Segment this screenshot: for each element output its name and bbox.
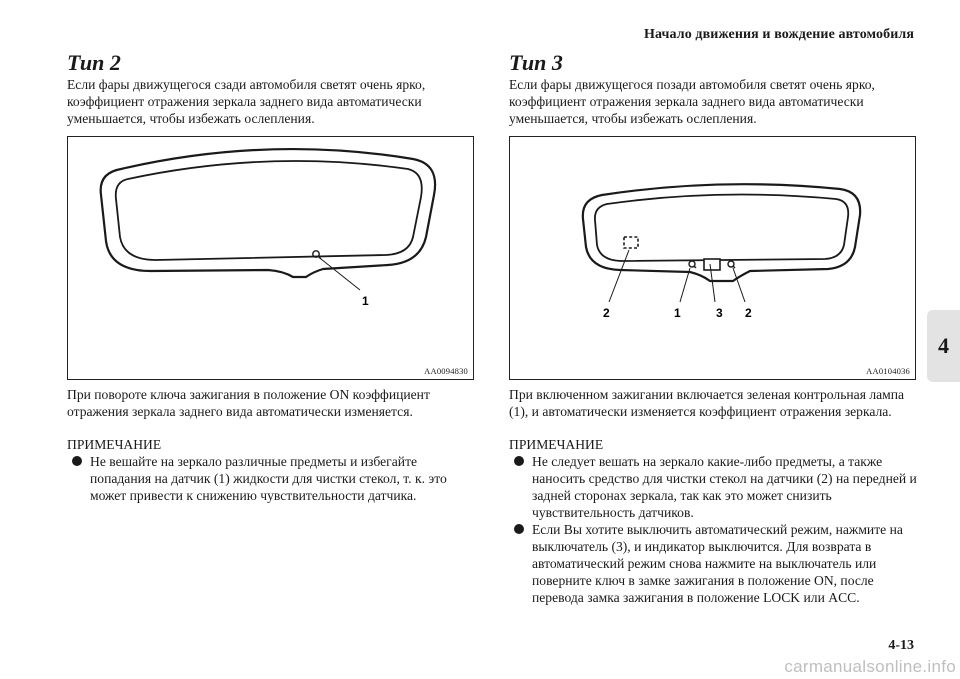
type2-intro: Если фары движущегося сзади автомобиля светят очень ярко, коэффициент отражения зеркала заднего вида автоматически уменьшается, чтобы избежать ослепления. bbox=[67, 77, 426, 126]
note-item bbox=[509, 521, 921, 606]
page-number: 4-13 bbox=[888, 638, 914, 653]
type2-ignition-text: При повороте ключа зажигания в положение ON коэффициент отражения зеркала заднего вида автоматически изменяется. bbox=[67, 387, 430, 419]
section-title-type2: Тип 2 bbox=[67, 50, 121, 75]
note-list bbox=[509, 453, 921, 606]
note-list bbox=[67, 453, 479, 504]
type3-intro: Если фары движущегося позади автомобиля светят очень ярко, коэффициент отражения зеркала заднего вида автоматически уменьшается, чтобы избежать ослепления. bbox=[509, 77, 875, 126]
callout-1: 1 bbox=[362, 294, 369, 308]
callout-2-left: 2 bbox=[603, 306, 610, 320]
note-text: Не следует вешать на зеркало какие-либо предметы, а также наносить средство для чистки стекол на датчики (2) на передней и задней сторонах зеркала, так как это может снизить чувствительность датчиков. bbox=[532, 454, 917, 520]
figure-mirror-type2 bbox=[67, 136, 474, 380]
note-text: Не вешайте на зеркало различные предметы и избегайте попадания на датчик (1) жидкости для чистки стекол, т. к. это может привести к снижению чувствительности датчика. bbox=[90, 454, 447, 503]
bullet-icon bbox=[514, 456, 524, 466]
running-header: Начало движения и вождение автомобиля bbox=[644, 27, 914, 42]
note-item bbox=[67, 453, 479, 504]
note-item bbox=[509, 453, 921, 521]
mirror-frame bbox=[583, 184, 860, 281]
figure-code: AA0094830 bbox=[424, 366, 468, 376]
note-title: ПРИМЕЧАНИЕ bbox=[509, 437, 604, 452]
figure-code: AA0104036 bbox=[866, 366, 910, 376]
switch-icon bbox=[704, 259, 720, 270]
note-title: ПРИМЕЧАНИЕ bbox=[67, 437, 162, 452]
bullet-icon bbox=[72, 456, 82, 466]
section-title-type3: Тип 3 bbox=[509, 50, 563, 75]
leader-line-1 bbox=[680, 268, 690, 302]
chapter-number: 4 bbox=[938, 333, 949, 358]
callout-3: 3 bbox=[716, 306, 723, 320]
bullet-icon bbox=[514, 524, 524, 534]
mirror-type2-illustration bbox=[68, 137, 473, 379]
right-column bbox=[509, 52, 921, 606]
left-column bbox=[67, 52, 479, 504]
callout-1: 1 bbox=[674, 306, 681, 320]
figure-mirror-type3 bbox=[509, 136, 916, 380]
callout-2-right: 2 bbox=[745, 306, 752, 320]
type3-ignition-text: При включенном зажигании включается зеленая контрольная лампа (1), и автоматически изменяется коэффициент отражения зеркала. bbox=[509, 387, 905, 419]
watermark: carmanualsonline.info bbox=[784, 657, 956, 676]
note-text: Если Вы хотите выключить автоматический режим, нажмите на выключатель (3), и индикатор выключится. Для возврата в автоматический режим снова нажмите на выключатель или поверните ключ в замке зажигания в положение ON, после перевода замка зажигания в положение LOCK или ACC. bbox=[532, 522, 903, 605]
chapter-tab bbox=[927, 310, 960, 382]
mirror-type3-illustration bbox=[510, 137, 915, 379]
